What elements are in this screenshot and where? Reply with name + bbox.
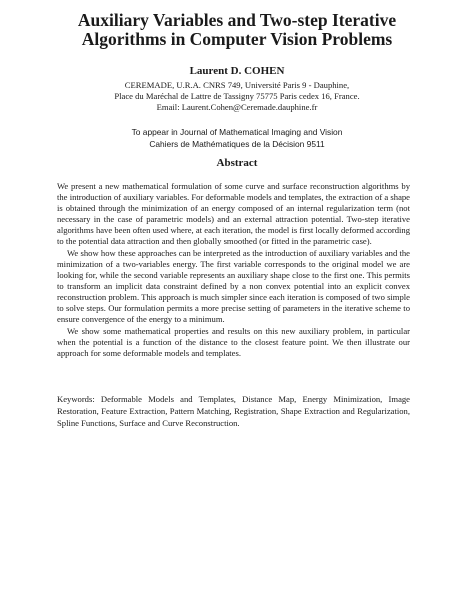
- abstract-heading: Abstract: [216, 157, 258, 169]
- journal-note: [0, 127, 474, 150]
- title-line-2: Algorithms in Computer Vision Problems: [81, 29, 393, 49]
- abstract-paragraph: We show some mathematical properties and results on this new auxiliary problem, in particular when the potential is a function of the distance to the closest feature point. We then illustrate our approach for some deformable models and templates.: [57, 326, 410, 358]
- paper-title: [0, 11, 474, 49]
- author-affiliation: [0, 80, 474, 113]
- journal-line-2: Cahiers de Mathématiques de la Décision 9511: [149, 138, 325, 149]
- title-line-1: Auxiliary Variables and Two-step Iterative: [77, 10, 397, 30]
- affiliation-line-1: CEREMADE, U.R.A. CNRS 749, Université Paris 9 - Dauphine,: [124, 80, 350, 90]
- keywords: Keywords: Deformable Models and Templates, Distance Map, Energy Minimization, Image Restoration, Feature Extraction, Pattern Matching, Registration, Shape Extraction and Regularization, Spline Functions, Surface and Curve Reconstruction.: [57, 394, 410, 428]
- affiliation-line-2: Place du Maréchal de Lattre de Tassigny 75775 Paris cedex 16, France.: [114, 91, 360, 101]
- abstract-body: [57, 181, 410, 360]
- author-email: Email: Laurent.Cohen@Ceremade.dauphine.fr: [156, 102, 318, 112]
- abstract-paragraph: We present a new mathematical formulation of some curve and surface reconstruction algorithms by the introduction of auxiliary variables. For deformable models and templates, the extraction of a shape is obtained through the minimization of an energy composed of an internal regularization term (not necessary in the case of parametric models) and an external attraction potential. Two-step iterative algorithms have been often used where, at each iteration, the model is first locally deformed according to the potential data attraction and then globally smoothed (or fitted in the parametric case).: [57, 181, 410, 246]
- author-name: Laurent D. COHEN: [189, 65, 285, 77]
- journal-line-1: To appear in Journal of Mathematical Imaging and Vision: [131, 127, 343, 137]
- abstract-paragraph: We show how these approaches can be interpreted as the introduction of auxiliary variables and the minimization of a two-variables energy. The first variable corresponds to the original model we are looking for, while the second variable represents an auxiliary shape close to the first one. This permits to transform an implicit data constraint defined by a non convex potential into an explicit convex reconstruction problem. This approach is much simpler since each iteration is composed of two simple to solve steps. Our formulation permits a more precise setting of parameters in the iterative scheme to ensure convergence of the energy to a minimum.: [57, 248, 410, 324]
